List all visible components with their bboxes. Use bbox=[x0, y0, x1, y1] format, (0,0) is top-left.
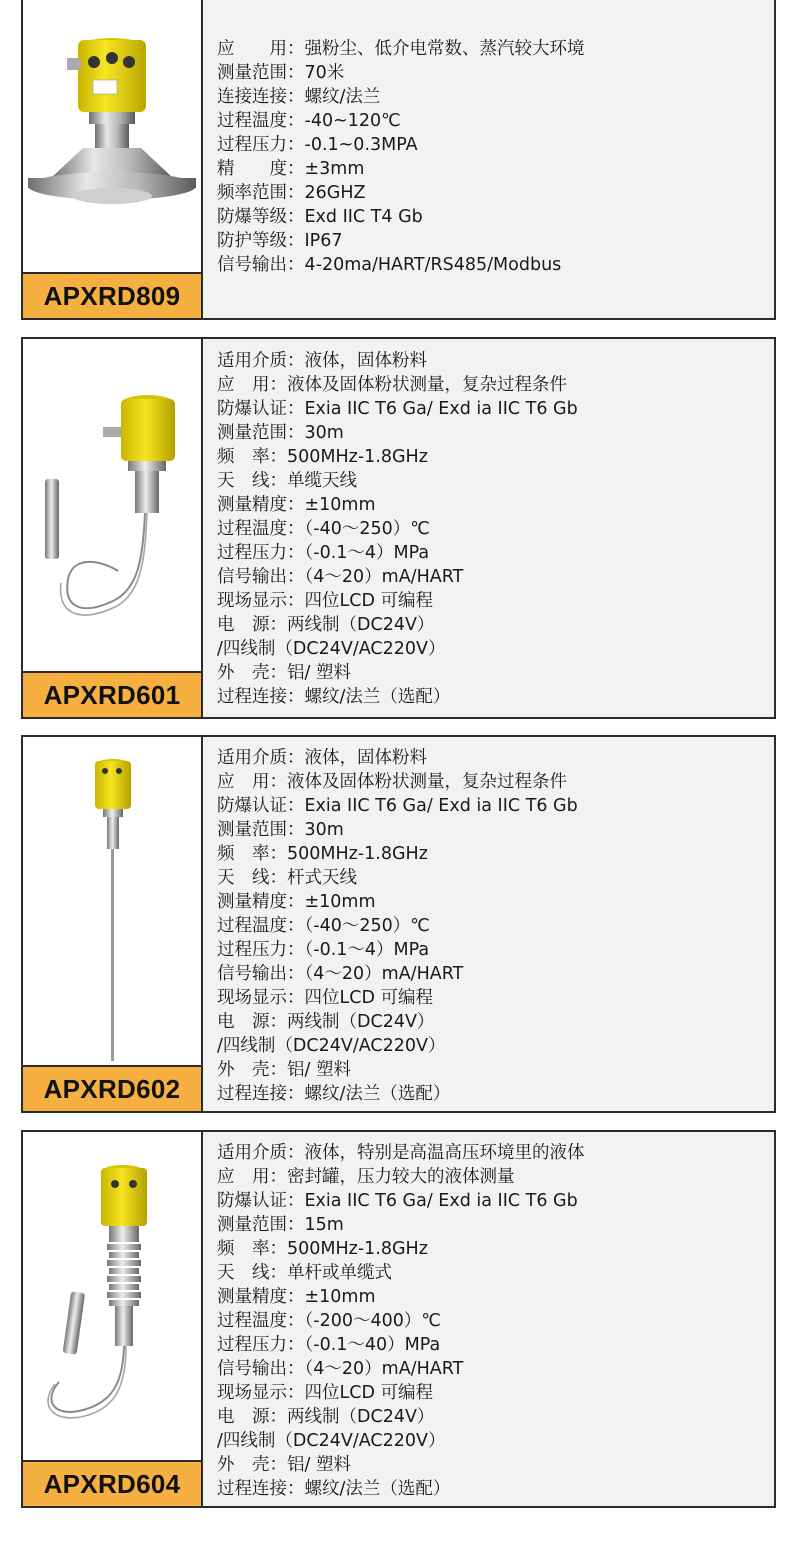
spec-line: 测量精度：±10mm bbox=[217, 892, 376, 912]
spec-line: 信号输出：4-20ma/HART/RS485/Modbus bbox=[217, 255, 562, 275]
spec-line: 防爆等级：Exd IIC T4 Gb bbox=[217, 207, 423, 227]
spec-line: 过程压力：（-0.1～4）MPa bbox=[217, 940, 430, 960]
product-image-panel bbox=[23, 339, 203, 717]
spec-line: 防爆认证：Exia IIC T6 Ga/ Exd ia IIC T6 Gb bbox=[217, 796, 578, 816]
spec-line: 信号输出：（4～20）mA/HART bbox=[217, 567, 464, 587]
product-image-panel bbox=[23, 1132, 203, 1506]
spec-line: /四线制（DC24V/AC220V） bbox=[217, 1036, 446, 1056]
spec-line: 测量范围：15m bbox=[217, 1215, 344, 1235]
spec-line: 频 率：500MHz-1.8GHz bbox=[217, 844, 428, 864]
spec-line: 过程压力：（-0.1～40）MPa bbox=[217, 1335, 441, 1355]
spec-line: 现场显示：四位LCD 可编程 bbox=[217, 591, 434, 611]
spec-line: 天 线：杆式天线 bbox=[217, 868, 357, 888]
spec-line: 电 源：两线制（DC24V） bbox=[217, 1012, 435, 1032]
product-card-apxrd601 bbox=[21, 337, 776, 719]
spec-line: 现场显示：四位LCD 可编程 bbox=[217, 1383, 434, 1403]
spec-line: 过程温度：（-40～250）℃ bbox=[217, 519, 430, 539]
spec-line: 测量范围：30m bbox=[217, 820, 344, 840]
spec-line: 过程温度：-40~120℃ bbox=[217, 111, 401, 131]
spec-line: 频率范围：26GHZ bbox=[217, 183, 366, 203]
spec-line: 测量范围：30m bbox=[217, 423, 344, 443]
spec-line: 频 率：500MHz-1.8GHz bbox=[217, 1239, 428, 1259]
spec-line: 测量范围：70米 bbox=[217, 63, 345, 83]
spec-line: 信号输出：（4～20）mA/HART bbox=[217, 964, 464, 984]
spec-line: 外 壳：铝/ 塑料 bbox=[217, 1455, 351, 1475]
model-label: APXRD602 bbox=[23, 1065, 201, 1111]
spec-line: 过程压力：-0.1~0.3MPA bbox=[217, 135, 418, 155]
spec-line: 外 壳：铝/ 塑料 bbox=[217, 663, 351, 683]
product-card-apxrd809 bbox=[21, 0, 776, 320]
spec-line: 应 用：液体及固体粉状测量，复杂过程条件 bbox=[217, 772, 567, 792]
product-image-panel bbox=[23, 0, 203, 318]
spec-list bbox=[217, 1141, 766, 1501]
model-label: APXRD604 bbox=[23, 1460, 201, 1506]
spec-line: /四线制（DC24V/AC220V） bbox=[217, 639, 446, 659]
spec-line: /四线制（DC24V/AC220V） bbox=[217, 1431, 446, 1451]
spec-line: 电 源：两线制（DC24V） bbox=[217, 615, 435, 635]
spec-list bbox=[217, 37, 766, 277]
spec-line: 测量精度：±10mm bbox=[217, 1287, 376, 1307]
cable-radar-level-meter-image bbox=[23, 339, 201, 669]
spec-line: 现场显示：四位LCD 可编程 bbox=[217, 988, 434, 1008]
spec-line: 过程压力：（-0.1～4）MPa bbox=[217, 543, 430, 563]
spec-line: 信号输出：（4～20）mA/HART bbox=[217, 1359, 464, 1379]
spec-list bbox=[217, 746, 766, 1106]
spec-line: 防爆认证：Exia IIC T6 Ga/ Exd ia IIC T6 Gb bbox=[217, 399, 578, 419]
horn-radar-level-meter-image bbox=[23, 0, 201, 270]
spec-line: 连接连接：螺纹/法兰 bbox=[217, 87, 381, 107]
spec-line: 过程连接：螺纹/法兰（选配） bbox=[217, 1479, 451, 1499]
rod-radar-level-meter-image bbox=[23, 737, 201, 1067]
spec-line: 测量精度：±10mm bbox=[217, 495, 376, 515]
spec-line: 天 线：单杆或单缆式 bbox=[217, 1263, 392, 1283]
spec-line: 应 用：强粉尘、低介电常数、蒸汽较大环境 bbox=[217, 39, 585, 59]
spec-line: 应 用：密封罐，压力较大的液体测量 bbox=[217, 1167, 515, 1187]
product-image-panel bbox=[23, 737, 203, 1111]
spec-line: 过程连接：螺纹/法兰（选配） bbox=[217, 1084, 451, 1104]
spec-line: 过程温度：（-40～250）℃ bbox=[217, 916, 430, 936]
spec-line: 外 壳：铝/ 塑料 bbox=[217, 1060, 351, 1080]
spec-line: 频 率：500MHz-1.8GHz bbox=[217, 447, 428, 467]
model-label: APXRD601 bbox=[23, 671, 201, 717]
spec-line: 精 度：±3mm bbox=[217, 159, 365, 179]
product-card-apxrd604 bbox=[21, 1130, 776, 1508]
spec-line: 过程连接：螺纹/法兰（选配） bbox=[217, 687, 451, 707]
spec-line: 应 用：液体及固体粉状测量，复杂过程条件 bbox=[217, 375, 567, 395]
high-temp-radar-level-meter-image bbox=[23, 1132, 201, 1462]
spec-line: 电 源：两线制（DC24V） bbox=[217, 1407, 435, 1427]
spec-list bbox=[217, 349, 766, 709]
spec-line: 过程温度：（-200～400）℃ bbox=[217, 1311, 442, 1331]
product-card-apxrd602 bbox=[21, 735, 776, 1113]
spec-line: 防爆认证：Exia IIC T6 Ga/ Exd ia IIC T6 Gb bbox=[217, 1191, 578, 1211]
spec-line: 适用介质：液体，固体粉料 bbox=[217, 351, 427, 371]
spec-line: 防护等级：IP67 bbox=[217, 231, 343, 251]
spec-line: 适用介质：液体，固体粉料 bbox=[217, 748, 427, 768]
model-label: APXRD809 bbox=[23, 272, 201, 318]
spec-line: 适用介质：液体，特别是高温高压环境里的液体 bbox=[217, 1143, 585, 1163]
spec-line: 天 线：单缆天线 bbox=[217, 471, 357, 491]
